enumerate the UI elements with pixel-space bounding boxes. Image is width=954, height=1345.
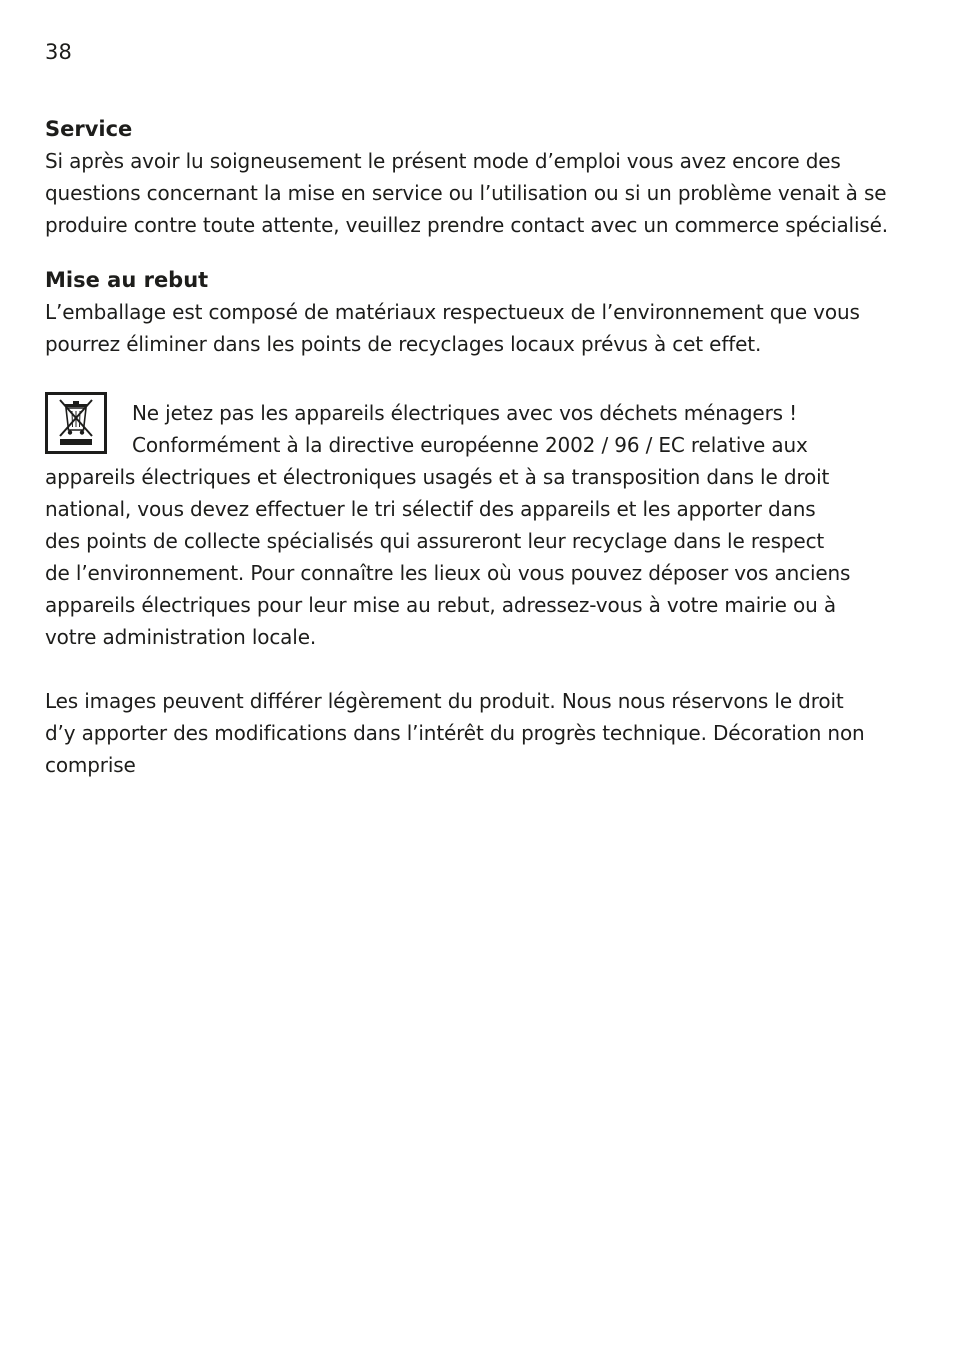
crossed-out-wheelie-bin-icon <box>45 392 107 454</box>
service-line: questions concernant la mise en service ou l’utilisation ou si un problème venait à se <box>45 181 887 205</box>
service-section <box>45 113 888 241</box>
weee-line: appareils électriques pour leur mise au rebut, adressez-vous à votre mairie ou à <box>45 593 836 617</box>
disclaimer-paragraph <box>45 685 875 781</box>
service-paragraph <box>45 145 888 241</box>
weee-line: Conformément à la directive européenne 2002 / 96 / EC relative aux <box>132 433 808 457</box>
weee-line: Ne jetez pas les appareils électriques avec vos déchets ménagers ! <box>132 401 798 425</box>
weee-full-text <box>45 461 850 653</box>
weee-line: votre administration locale. <box>45 625 317 649</box>
disclaimer-section <box>45 685 875 781</box>
disposal-section <box>45 264 875 360</box>
disclaimer-line: Les images peuvent différer légèrement du produit. Nous nous réservons le droit <box>45 689 844 713</box>
service-line: Si après avoir lu soigneusement le présent mode d’emploi vous avez encore des <box>45 149 841 173</box>
weee-line: national, vous devez effectuer le tri sélectif des appareils et les apporter dans <box>45 497 816 521</box>
weee-line: de l’environnement. Pour connaître les lieux où vous pouvez déposer vos anciens <box>45 561 851 585</box>
weee-indented-text <box>132 397 808 461</box>
disposal-line: L’emballage est composé de matériaux respectueux de l’environnement que vous <box>45 300 860 324</box>
page-number: 38 <box>45 40 73 64</box>
service-heading: Service <box>45 117 133 141</box>
disposal-heading: Mise au rebut <box>45 268 209 292</box>
service-line: produire contre toute attente, veuillez prendre contact avec un commerce spécialisé. <box>45 213 888 237</box>
weee-line: des points de collecte spécialisés qui assureront leur recyclage dans le respect <box>45 529 825 553</box>
disclaimer-line: d’y apporter des modifications dans l’intérêt du progrès technique. Décoration non <box>45 721 865 745</box>
disposal-line: pourrez éliminer dans les points de recyclages locaux prévus à cet effet. <box>45 332 762 356</box>
disposal-paragraph <box>45 296 875 360</box>
disclaimer-line: comprise <box>45 753 136 777</box>
weee-line: appareils électriques et électroniques usagés et à sa transposition dans le droit <box>45 465 830 489</box>
